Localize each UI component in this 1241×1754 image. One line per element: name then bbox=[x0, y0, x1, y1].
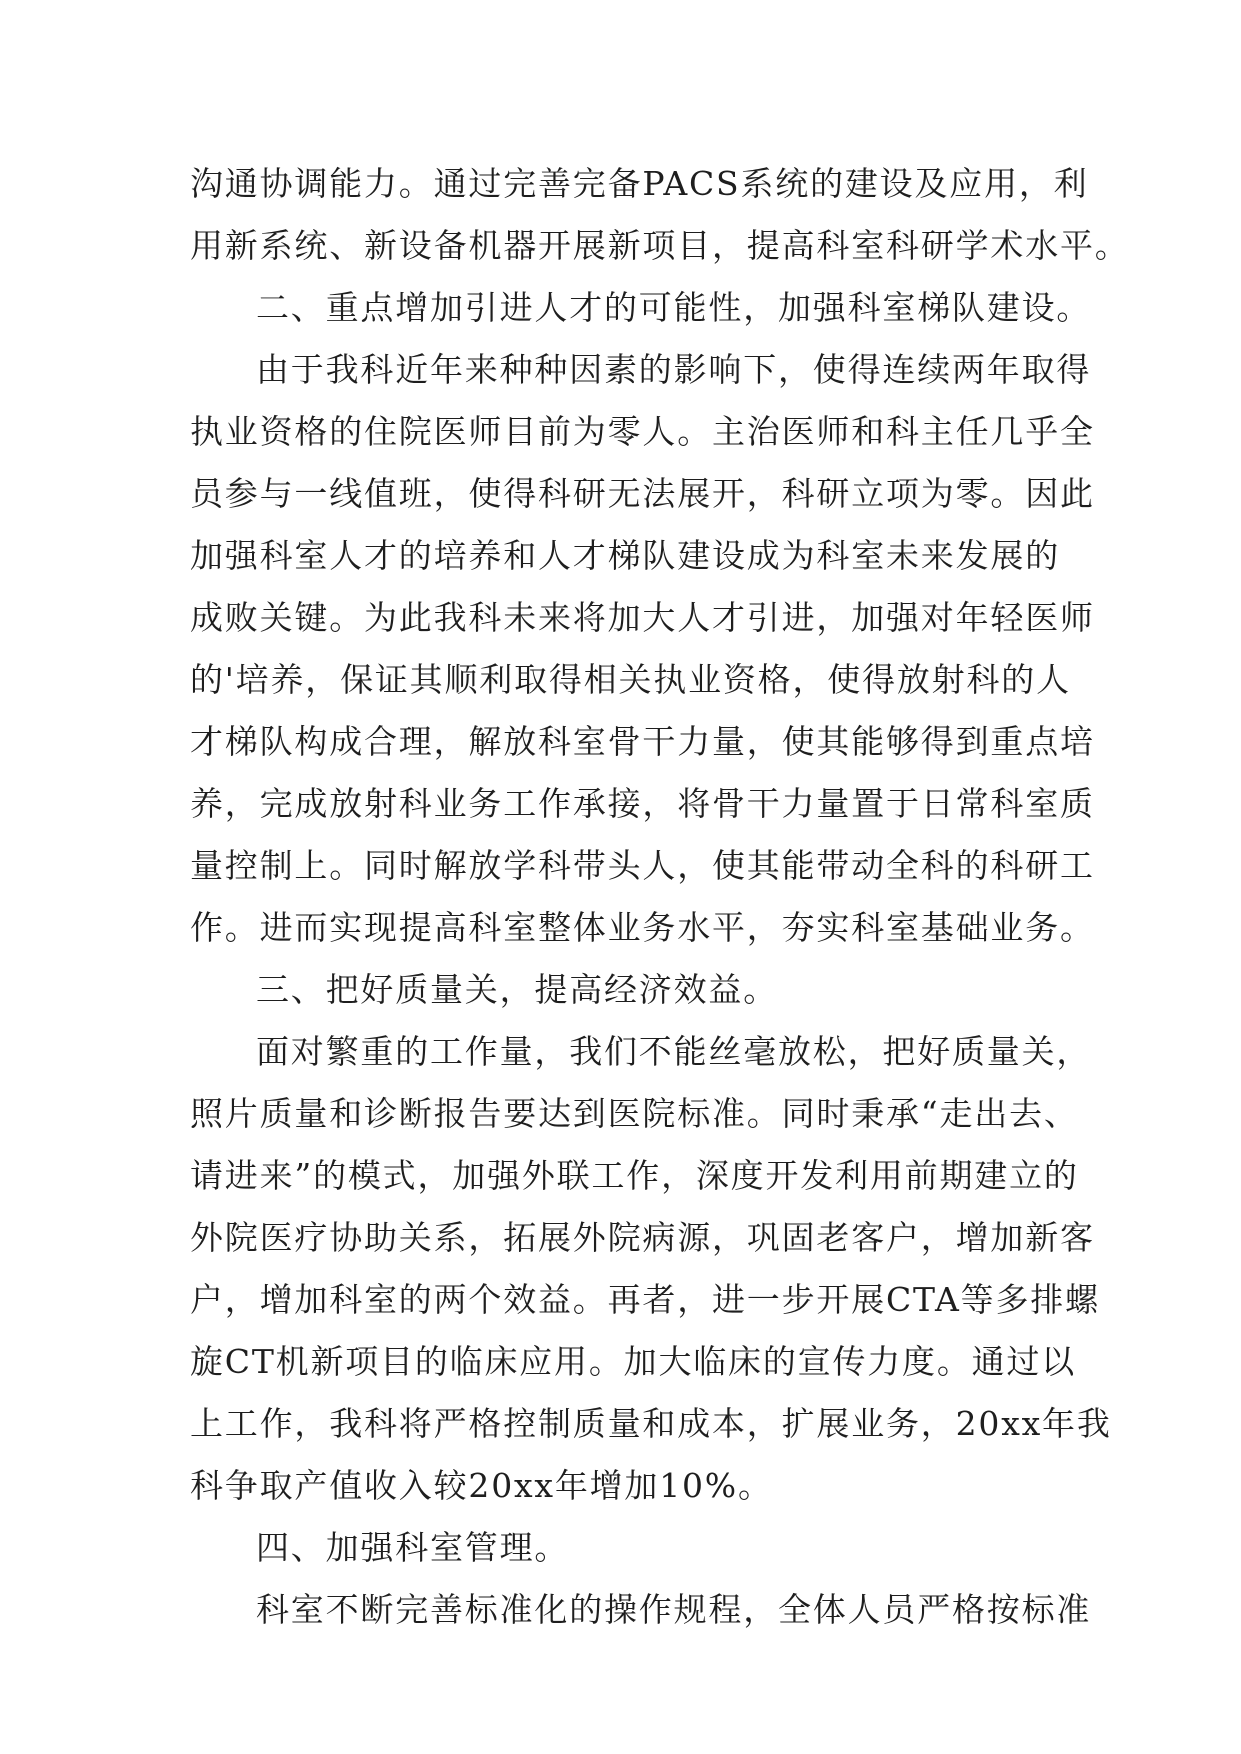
body-text-line: 量控制上。同时解放学科带头人，使其能带动全科的科研工 bbox=[190, 846, 1095, 885]
body-text-line: 由于我科近年来种种因素的影响下，使得连续两年取得 bbox=[256, 350, 1092, 389]
body-text-line: 成败关键。为此我科未来将加大人才引进，加强对年轻医师 bbox=[190, 598, 1095, 637]
body-text-line: 沟通协调能力。通过完善完备PACS系统的建设及应用，利 bbox=[190, 164, 1089, 203]
body-text-line: 用新系统、新设备机器开展新项目，提高科室科研学术水平。 bbox=[190, 226, 1130, 265]
body-text-line: 面对繁重的工作量，我们不能丝毫放松，把好质量关， bbox=[256, 1032, 1092, 1071]
body-text-line: 科室不断完善标准化的操作规程，全体人员严格按标准 bbox=[256, 1590, 1092, 1629]
section-heading: 三、把好质量关，提高经济效益。 bbox=[256, 970, 778, 1009]
body-text-line: 照片质量和诊断报告要达到医院标准。同时秉承“走出去、 bbox=[190, 1094, 1079, 1133]
body-text-line: 的'培养，保证其顺利取得相关执业资格，使得放射科的人 bbox=[190, 660, 1071, 699]
body-text-line: 上工作，我科将严格控制质量和成本，扩展业务，20xx年我 bbox=[190, 1404, 1112, 1443]
body-text-line: 才梯队构成合理，解放科室骨干力量，使其能够得到重点培 bbox=[190, 722, 1095, 761]
body-text-line: 作。进而实现提高科室整体业务水平，夯实科室基础业务。 bbox=[190, 908, 1095, 947]
body-text-line: 加强科室人才的培养和人才梯队建设成为科室未来发展的 bbox=[190, 536, 1060, 575]
body-text-line: 员参与一线值班，使得科研无法展开，科研立项为零。因此 bbox=[190, 474, 1095, 513]
body-text-line: 请进来”的模式，加强外联工作，深度开发利用前期建立的 bbox=[190, 1156, 1079, 1195]
body-text-line: 执业资格的住院医师目前为零人。主治医师和科主任几乎全 bbox=[190, 412, 1095, 451]
body-text-line: 外院医疗协助关系，拓展外院病源，巩固老客户，增加新客 bbox=[190, 1218, 1095, 1257]
body-text-line: 养，完成放射科业务工作承接，将骨干力量置于日常科室质 bbox=[190, 784, 1095, 823]
body-text-line: 户，增加科室的两个效益。再者，进一步开展CTA等多排螺 bbox=[190, 1280, 1100, 1319]
section-heading: 二、重点增加引进人才的可能性，加强科室梯队建设。 bbox=[256, 288, 1092, 327]
body-text-line: 科争取产值收入较20xx年增加10%。 bbox=[190, 1466, 773, 1505]
section-heading: 四、加强科室管理。 bbox=[256, 1528, 570, 1567]
body-text-line: 旋CT机新项目的临床应用。加大临床的宣传力度。通过以 bbox=[190, 1342, 1077, 1381]
